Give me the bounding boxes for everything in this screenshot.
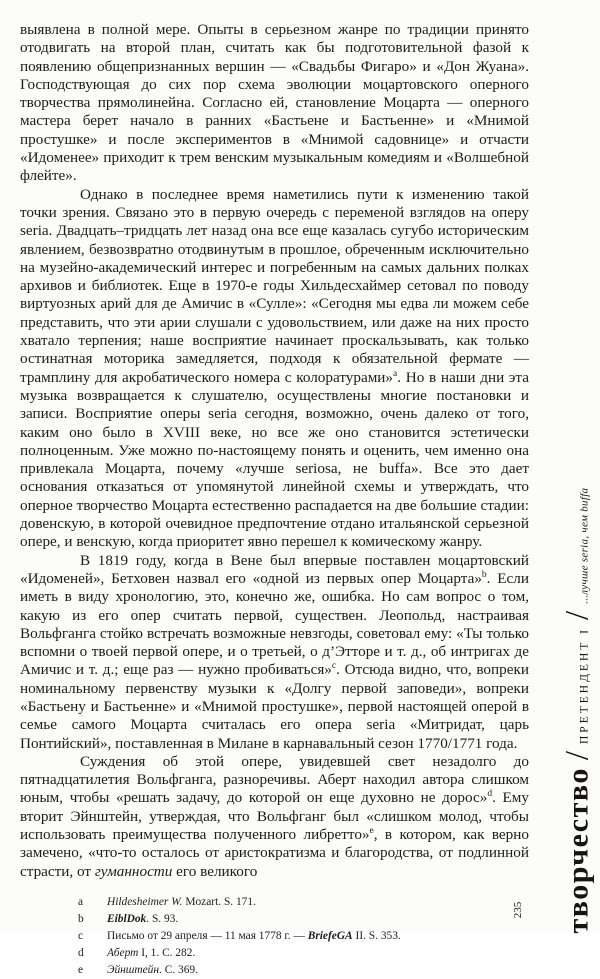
running-title-line [560, 488, 597, 934]
paragraph-3: В 1819 году, когда в Вене был впервые поставлен моцартовский «Идоменей», Бетховен назвал его «одной из первых опер Моцарта»$^b$. Если иметь в виду хронологию, это, конечно же, ошибка. Но сам вопрос о том, какую из его опер считать первой, существен. Леопольд, настраивая Вольфганга стойко встречать возможные невзгоды, советовал ему: «Ты только вспомни о твоей первой опере, и о третьей, о д’Этторе и т. д., об интригах де Амичис и т. д.; еще раз — нужно пробиваться»$^c$. Отсюда видно, что, вопреки номинальному первенству музыки к «Долгу первой заповеди», вопреки «Бастьену и Бастьенне» и «Мнимой простушке», первой настоящей оперой в семье самого Моцарта считалась его опера seria «Митридат, царь Понтийский», поставленная в Милане в карнавальный сезон 1770/1771 года. [20, 551, 529, 752]
footnote-mark: a [78, 895, 84, 908]
paragraph-2: Однако в последнее время наметились пути к изменению такой точки зрения. Связано это в первую очередь с переменой взглядов на оперу seria. Двадцать–тридцать лет назад она все еще казалась сугубо историческим явлением, безвозвратно отодвинутым в прошлое, обреченным исключительно на музейно-академический интерес и погребенным на самых дальних полках архивов и библиотек. Еще в 1970-е годы Хильдесхаймер сетовал по поводу виртуозных арий для де Амичис в «Сулле»: «Сегодня мы едва ли можем себе представить, что эти арии слушали с удовольствием, или даже на них просто хватало терпения; наше восприятие начинает проскальзывать, как только остинатная моторика замедляется, подходя к обязательной фермате — трамплину для акробатического номера с колоратурами»$^a$. Но в наши дни эта музыка возвращается к слушателю, осуществлены многие постановки и записи. Восприятие оперы seria сегодня, возможно, очень далеко от того, каким оно было в XVIII веке, но все же оно становится эстетически полноценным. Уже можно по-настоящему понять и оценить, чем именно она привлекала Моцарта, почему «лучше seriosa, не buffa». Все это дает основания отказаться от упомянутой линейной схемы и утверждать, что оперное творчество Моцарта естественно распадается на две большие стадии: довенскую, в которой очевидное предпочтение отдано итальянской серьезной опере, и венскую, когда приоритет явно перешел к комическому жанру. [20, 185, 529, 551]
footnote-mark: b [78, 912, 84, 925]
footnote-e [20, 962, 529, 979]
paragraph-1: выявлена в полной мере. Опыты в серьезном жанре по традиции принято отодвигать на второй план, считать как бы подготовительной фазой к появлению общепризнанных вершин — «Свадьбы Фигаро» и «Дон Жуана». Господствующая до сих пор схема эволюции моцартовского оперного творчества прямолинейна. Согласно ей, становление Моцарта — оперного мастера берет начало в ранних «Бастьене и Бастьенне» и «Мнимой простушке» и после экспериментов в «Мнимой садовнице» и отчасти «Идоменее» приходит к трем венским музыкальным комедиям и «Волшебной флейте». [20, 21, 529, 185]
footnote-b [20, 911, 529, 928]
footnote-text: Аберт I, 1. С. 282. [107, 946, 196, 959]
separator-slash: / [559, 751, 596, 761]
main-text-column [20, 21, 529, 979]
chapter-subtitle: ...лучше seria, чем buffa [578, 487, 591, 604]
chapter-label: ПРЕТЕНДЕНТ I [578, 627, 591, 744]
margin-running-title [540, 487, 600, 934]
footnote-mark: c [78, 929, 84, 942]
footnote-c [20, 928, 529, 945]
page-number: 235 [512, 901, 524, 919]
footnotes-block [20, 894, 529, 979]
footnote-text: Эйнштейн. С. 369. [107, 963, 198, 976]
footnote-d [20, 945, 529, 962]
footnote-a [20, 894, 529, 911]
footnote-mark: e [78, 963, 84, 976]
section-title: творчество [561, 767, 595, 934]
separator-slash: / [559, 610, 596, 621]
paragraph-4: Суждения об этой опере, увидевшей свет незадолго до пятнадцатилетия Вольфганга, разноречивы. Аберт находил автора слишком юным, чтобы «решать задачу, до которой он еще духовно не дорос»$^d$. Ему вторит Эйнштейн, утверждая, что Вольфганг был «слишком молод, чтобы использовать преимущества полученного либретто»$^e$, в котором, как верно замечено, «что-то осталось от аристократизма и благородства, от подлинной страсти, от гуманности его великого [20, 752, 529, 880]
footnote-text: Hildesheimer W. Mozart. S. 171. [107, 895, 256, 908]
footnote-text: Письмо от 29 апреля — 11 мая 1778 г. — BriefeGA II. S. 353. [107, 929, 401, 942]
footnote-text: EiblDok. S. 93. [107, 912, 179, 925]
footnote-mark: d [78, 946, 84, 959]
